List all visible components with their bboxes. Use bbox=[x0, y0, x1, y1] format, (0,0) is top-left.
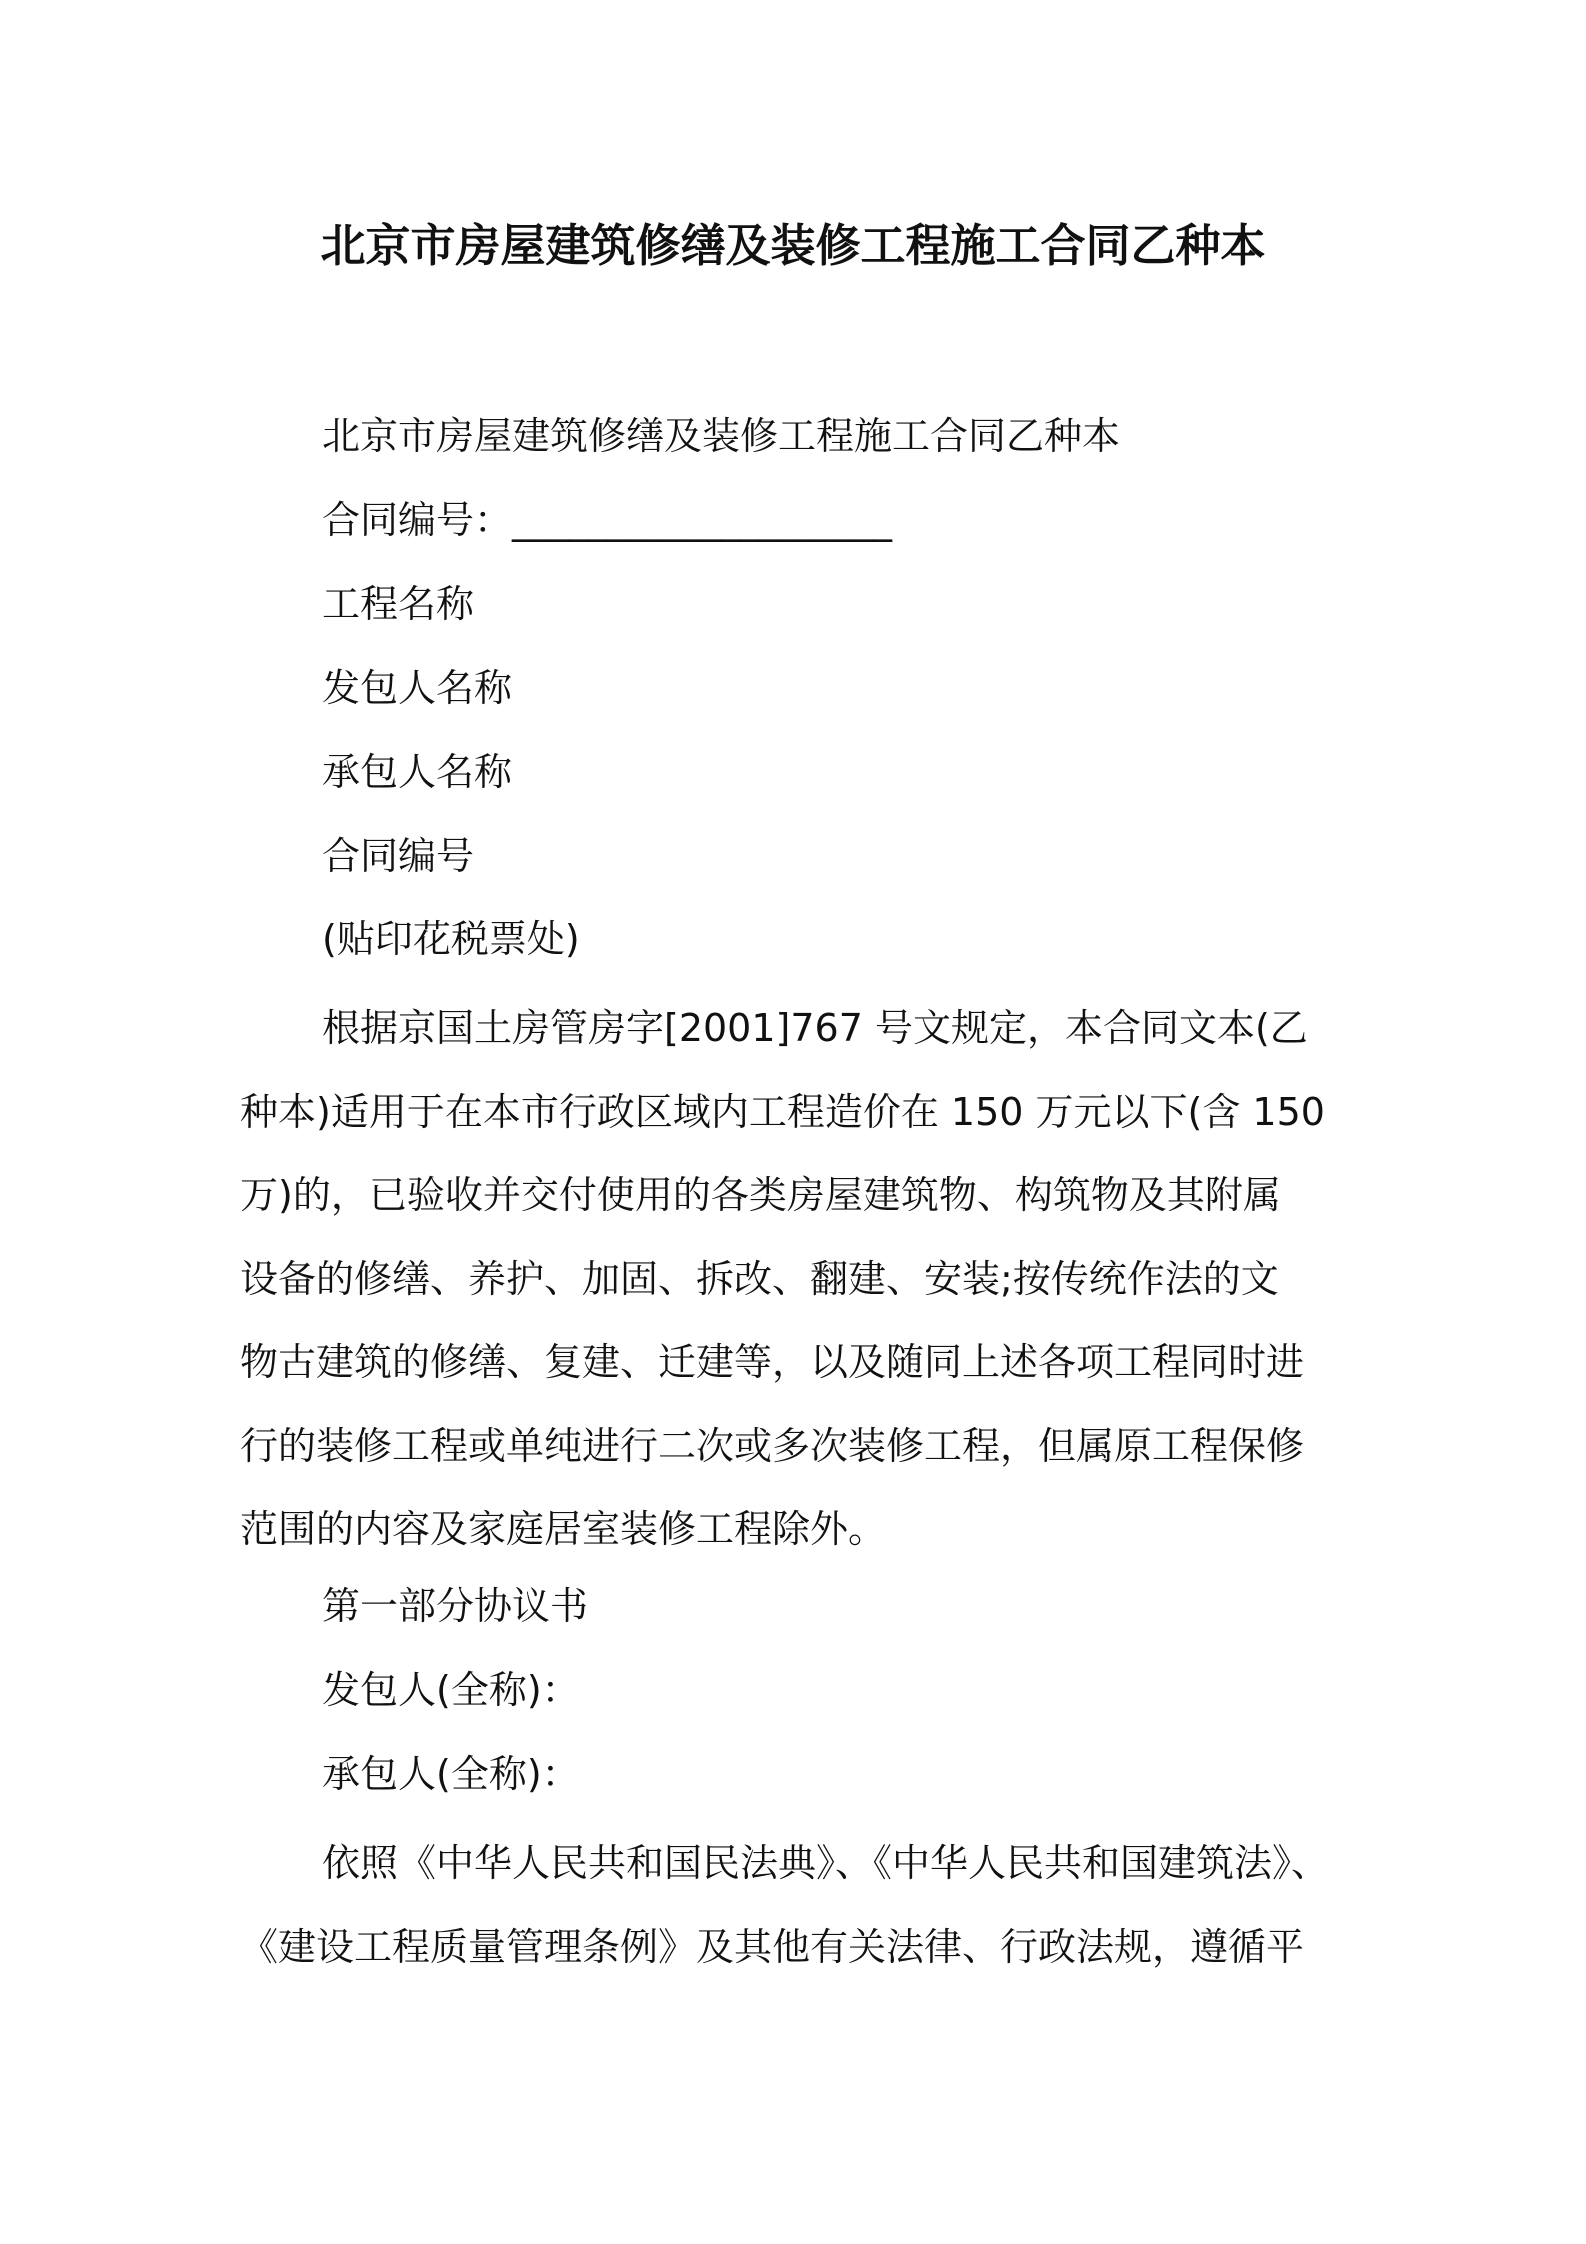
stamp-note: (贴印花税票处) bbox=[322, 917, 580, 961]
scope-paragraph-line: 范围的内容及家庭居室装修工程除外。 bbox=[240, 1507, 887, 1551]
employer-name-label: 发包人名称 bbox=[322, 666, 513, 710]
project-name-label: 工程名称 bbox=[322, 582, 475, 626]
scope-paragraph-line: 万)的，已验收并交付使用的各类房屋建筑物、构筑物及其附属 bbox=[240, 1173, 1281, 1217]
scope-paragraph-line: 种本)适用于在本市行政区域内工程造价在 150 万元以下(含 150 bbox=[240, 1089, 1325, 1134]
basis-paragraph-line: 《建设工程质量管理条例》及其他有关法律、行政法规，遵循平 bbox=[240, 1924, 1305, 1969]
scope-paragraph-line: 设备的修缮、养护、加固、拆改、翻建、安装;按传统作法的文 bbox=[240, 1256, 1279, 1301]
part-one-heading: 第一部分协议书 bbox=[322, 1584, 589, 1628]
document-subtitle: 北京市房屋建筑修缮及装修工程施工合同乙种本 bbox=[322, 414, 1121, 458]
contractor-name-label: 承包人名称 bbox=[322, 750, 513, 794]
document-title: 北京市房屋建筑修缮及装修工程施工合同乙种本 bbox=[320, 219, 1266, 272]
basis-paragraph-line: 依照《中华人民共和国民法典》、《中华人民共和国建筑法》、 bbox=[322, 1841, 1330, 1885]
contract-number-line: 合同编号：____________________ bbox=[322, 498, 893, 542]
scope-paragraph-line: 根据京国土房管房字[2001]767 号文规定，本合同文本(乙 bbox=[322, 1006, 1308, 1050]
scope-paragraph-line: 物古建筑的修缮、复建、迁建等，以及随同上述各项工程同时进 bbox=[240, 1340, 1305, 1384]
contract-number-label: 合同编号 bbox=[322, 834, 475, 878]
basis-paragraph bbox=[240, 1822, 1360, 1989]
scope-paragraph-line: 行的装修工程或单纯进行二次或多次装修工程，但属原工程保修 bbox=[240, 1423, 1305, 1468]
contractor-full-name-label: 承包人(全称)： bbox=[322, 1752, 580, 1796]
scope-paragraph bbox=[240, 987, 1360, 1572]
employer-full-name-label: 发包人(全称)： bbox=[322, 1668, 580, 1712]
